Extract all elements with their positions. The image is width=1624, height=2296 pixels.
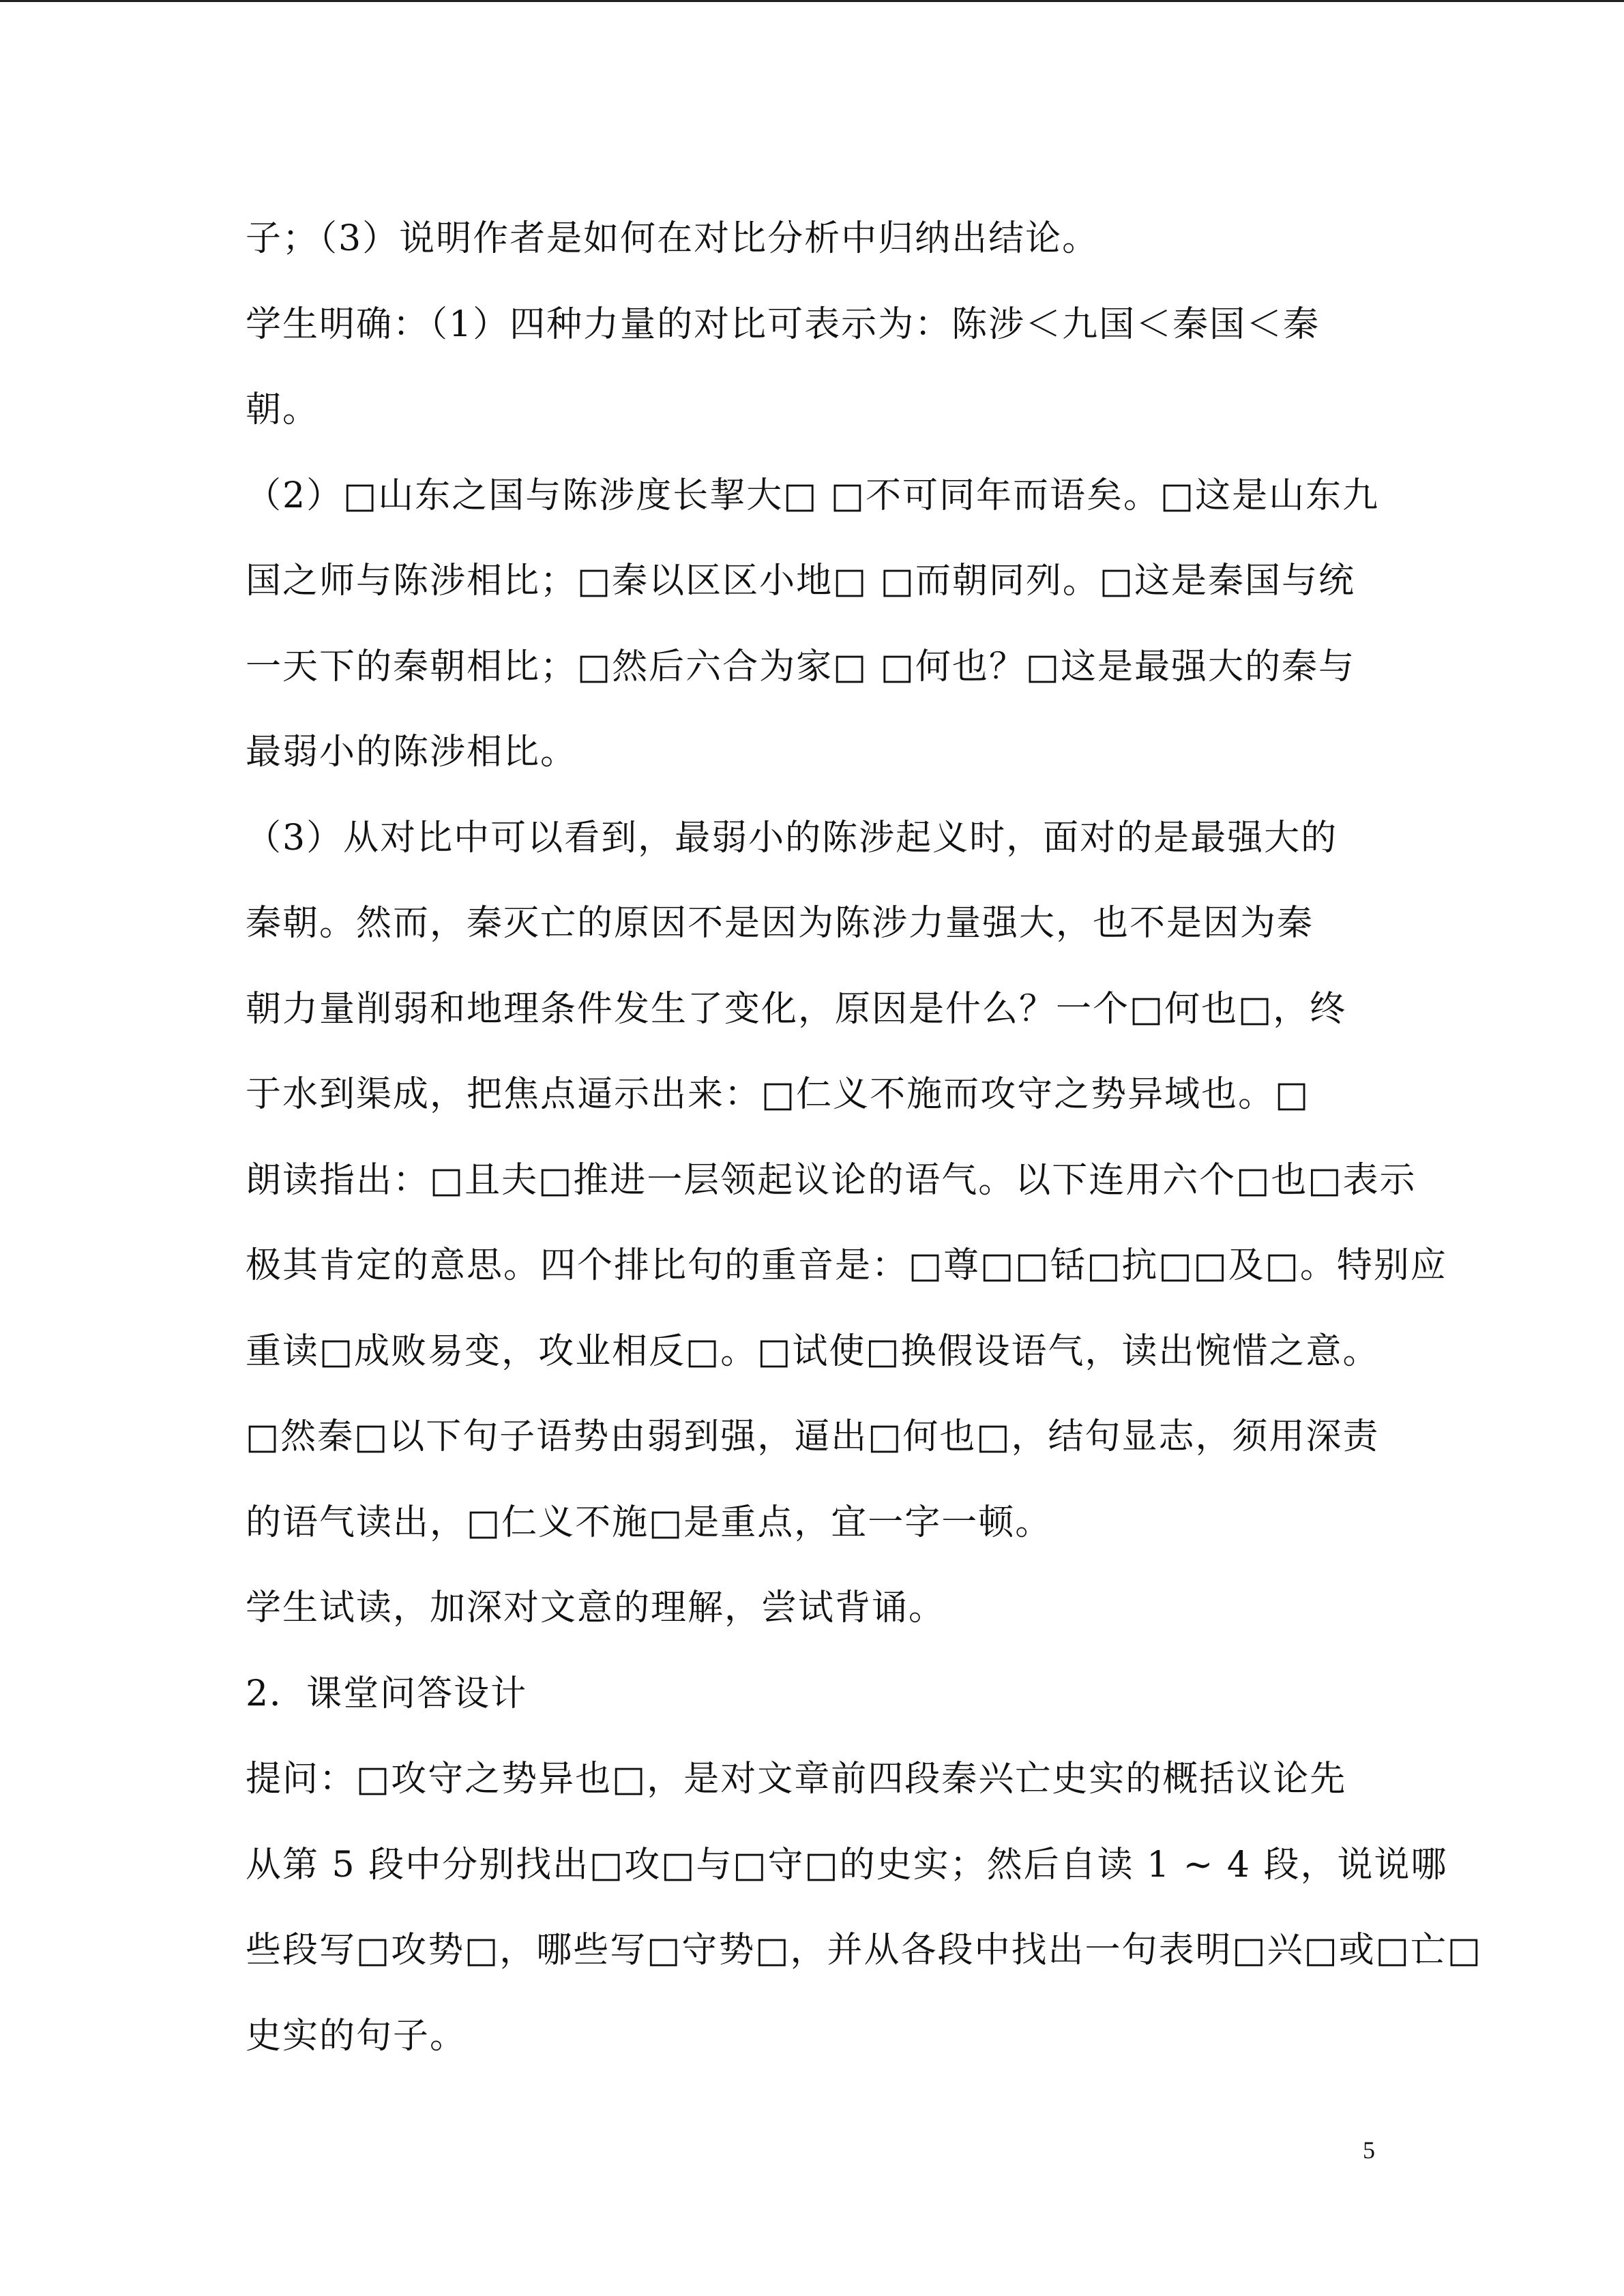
page-number: 5 xyxy=(1363,2136,1375,2164)
text-line: □然秦□以下句子语势由弱到强，逼出□何也□，结句显志，须用深责 xyxy=(246,1416,1380,1457)
text-line: 史实的句子。 xyxy=(246,2015,467,2057)
text-line: 于水到渠成，把焦点逼示出来：□仁义不施而攻守之势异域也。□ xyxy=(246,1074,1310,1115)
top-border-line xyxy=(0,0,1624,2)
text-line: （2）□山东之国与陈涉度长挈大□ □不可同年而语矣。□这是山东九 xyxy=(246,475,1380,516)
text-line: 一天下的秦朝相比；□然后六合为家□ □何也？□这是最强大的秦与 xyxy=(246,646,1356,687)
text-line: 学生明确：（1）四种力量的对比可表示为：陈涉＜九国＜秦国＜秦 xyxy=(246,303,1320,345)
text-line: 些段写□攻势□，哪些写□守势□，并从各段中找出一句表明□兴□或□亡□ xyxy=(246,1930,1483,1971)
text-line: （3）从对比中可以看到，最弱小的陈涉起义时，面对的是最强大的 xyxy=(246,817,1338,859)
text-line: 子；（3）说明作者是如何在对比分析中归纳出结论。 xyxy=(246,218,1099,259)
text-line: 重读□成败易变，攻业相反□。□试使□换假设语气，读出惋惜之意。 xyxy=(246,1330,1380,1372)
text-line: 秦朝。然而，秦灭亡的原因不是因为陈涉力量强大，也不是因为秦 xyxy=(246,903,1314,944)
text-line: 国之师与陈涉相比；□秦以区区小地□ □而朝同列。□这是秦国与统 xyxy=(246,561,1356,601)
text-line: 提问：□攻守之势异也□，是对文章前四段秦兴亡史实的概括议论先 xyxy=(246,1759,1347,1800)
text-line: 的语气读出，□仁义不施□是重点，宜一字一顿。 xyxy=(246,1502,1052,1543)
text-line: 朗读指出：□且夫□推进一层领起议论的语气。以下连用六个□也□表示 xyxy=(246,1159,1417,1201)
text-line: 从第 5 段中分别找出□攻□与□守□的史实；然后自读 1 ~ 4 段，说说哪 xyxy=(246,1844,1448,1885)
text-line: 最弱小的陈涉相比。 xyxy=(246,732,578,773)
text-line: 朝。 xyxy=(246,389,320,430)
text-line: 朝力量削弱和地理条件发生了变化，原因是什么？一个□何也□，终 xyxy=(246,988,1347,1030)
text-line: 极其肯定的意思。四个排比句的重音是：□尊□□铦□抗□□及□。特别应 xyxy=(246,1245,1447,1286)
document-body xyxy=(246,205,1483,2087)
text-line: 学生试读，加深对文意的理解，尝试背诵。 xyxy=(246,1587,946,1628)
section-heading: 2．课堂问答设计 xyxy=(246,1673,528,1714)
